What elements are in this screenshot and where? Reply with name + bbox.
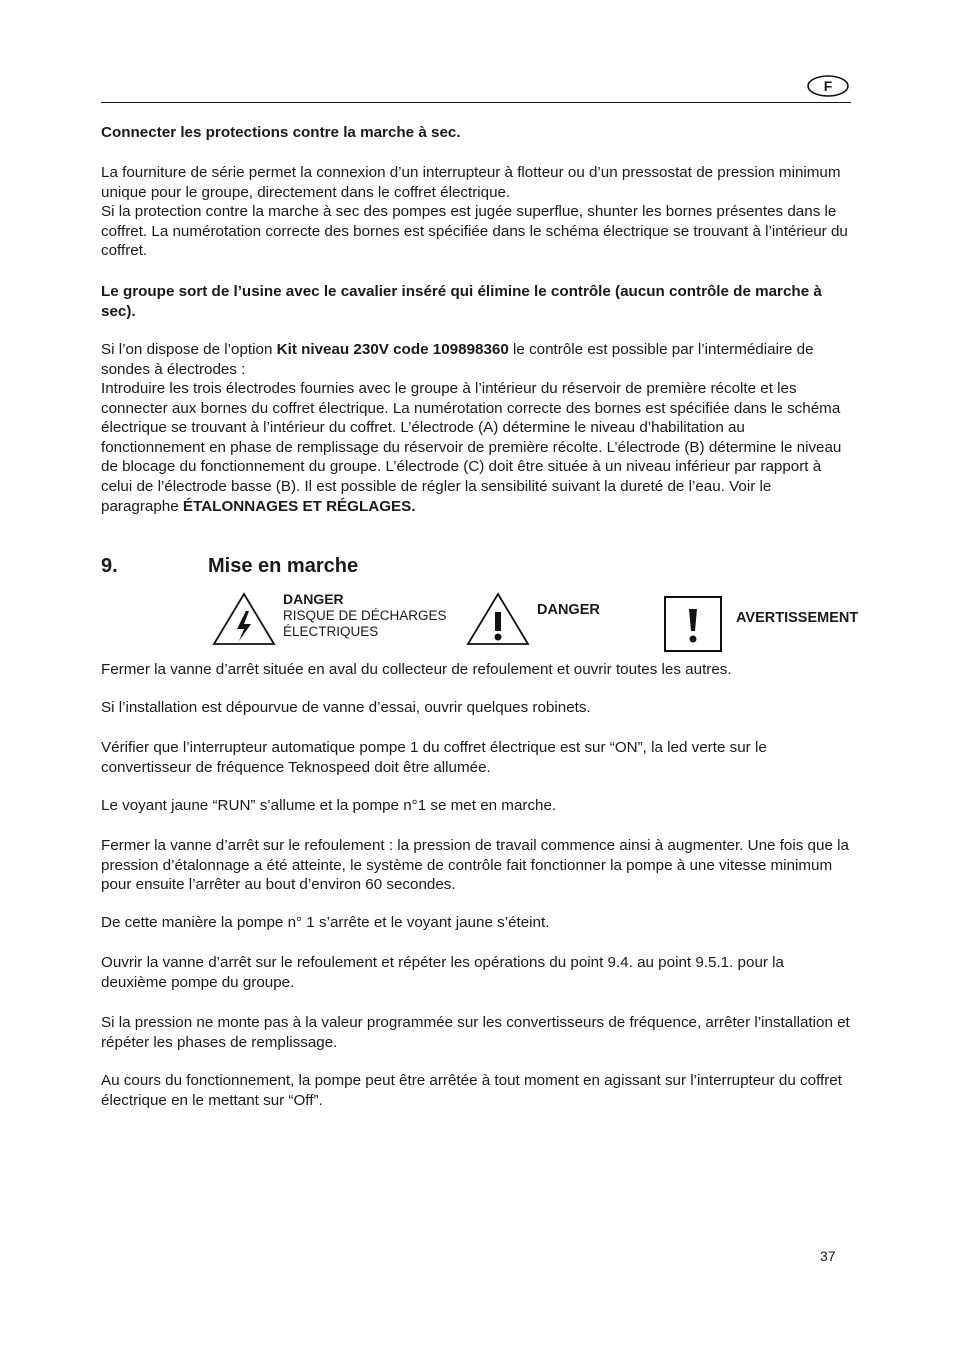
heading-dry-run: Connecter les protections contre la marche à sec.: [101, 124, 461, 141]
calibration-reference: ÉTALONNAGES ET RÉGLAGES.: [182, 497, 416, 515]
language-code: F: [823, 78, 833, 94]
step-pressure-fail: Si la pression ne monte pas à la valeur programmée sur les convertisseurs de fréquence, arrêter l’installation et répéter les phases de remplissage.: [101, 1014, 850, 1051]
danger-electric-line1: RISQUE DE DÉCHARGES: [283, 608, 447, 623]
step-check-switch: Vérifier que l’interrupteur automatique pompe 1 du coffret électrique est sur “ON”, la led verte sur le convertisseur de fréquence Teknospeed doit être allumée.: [101, 739, 767, 776]
warning-title: AVERTISSEMENT: [736, 610, 859, 626]
paragraph-factory-jumper: Le groupe sort de l’usine avec le cavalier inséré qui élimine le contrôle (aucun contrôle de marche à sec).: [101, 283, 822, 320]
paragraph-shunt: Si la protection contre la marche à sec des pompes est jugée superflue, shunter les bornes présentes dans le coffret. La numérotation correcte des bornes est spécifiée dans le schéma électrique se trouvant à l’intérieur du coffret.: [101, 203, 848, 260]
danger-electric-title: DANGER: [283, 591, 344, 607]
step-stop-anytime: Au cours du fonctionnement, la pompe peut être arrêtée à tout moment en agissant sur l’interrupteur du coffret électrique en le mettant sur “Off”.: [101, 1072, 842, 1109]
paragraph-supply: La fourniture de série permet la connexion d’un interrupteur à flotteur ou d’un pressostat de pression minimum unique pour le groupe, directement dans le coffret électrique.: [101, 164, 841, 201]
step-close-valve: Fermer la vanne d’arrêt située en aval du collecteur de refoulement et ouvrir toutes les autres.: [101, 661, 732, 678]
danger-electric-line2: ÉLECTRIQUES: [283, 624, 379, 639]
kit-text-1: Si l’on dispose de l’option: [101, 341, 277, 358]
step-second-pump: Ouvrir la vanne d’arrêt sur le refoulement et répéter les opérations du point 9.4. au point 9.5.1. pour la deuxième pompe du groupe.: [101, 954, 784, 991]
kit-code: Kit niveau 230V code 109898360: [276, 341, 509, 358]
paragraph-kit-option: [101, 340, 851, 379]
danger-title: DANGER: [537, 602, 600, 618]
step-pump-stops: De cette manière la pompe n° 1 s’arrête et le voyant jaune s’éteint.: [101, 914, 550, 931]
electrodes-text: Introduire les trois électrodes fournies avec le groupe à l’intérieur du réservoir de première récolte et les connecter aux bornes du coffret électrique. La numérotation correcte des bornes est spécifiée dans le schéma électrique se trouvant à l’intérieur du coffret. L’électrode (A) détermine le niveau d’habilitation au fonctionnement en phase de remplissage du réservoir de première récolte. L’électrode (B) détermine le niveau de blocage du fonctionnement du groupe. L’électrode (C) doit être située à un niveau inférieur par rapport à celui de l’électrode basse (B). Il est possible de régler la sensibilité suivant la dureté de l’eau. Voir le paragraphe: [101, 380, 842, 515]
electric-hazard-icon: [212, 591, 276, 647]
section-title: Mise en marche: [208, 555, 359, 577]
step-pressure-rise: Fermer la vanne d’arrêt sur le refoulement : la pression de travail commence ainsi à augmenter. Une fois que la pression d’étalonnage a été atteinte, le système de contrôle fait fonctionner la pompe à une vitesse minimum pour ensuite l’arrêter au bout d’environ 60 secondes.: [101, 837, 849, 894]
step-run-light: Le voyant jaune “RUN” s’allume et la pompe n°1 se met en marche.: [101, 797, 557, 814]
header-rule: [101, 102, 851, 103]
kit-text-2: le contrôle est possible par l’intermédiaire de sondes à électrodes :: [101, 341, 814, 378]
section-number: 9.: [101, 555, 118, 577]
language-badge: [806, 74, 850, 98]
step-open-taps: Si l’installation est dépourvue de vanne d’essai, ouvrir quelques robinets.: [101, 699, 591, 716]
danger-exclamation-icon: [466, 591, 530, 647]
warning-box-icon: [664, 596, 722, 652]
paragraph-electrodes: [101, 379, 851, 516]
page-number: 37: [820, 1248, 836, 1264]
